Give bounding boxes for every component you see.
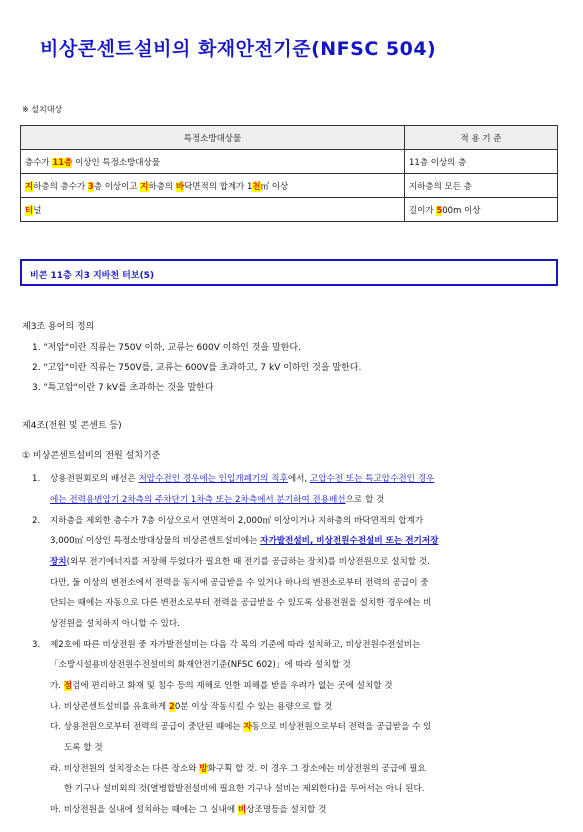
table-cell-criteria: 길이가 500m 이상 — [405, 198, 558, 222]
install-target-note: ※ 설치대상 — [22, 105, 63, 114]
definition-item: 1. "저압"이란 직류는 750V 이하, 교류는 600V 이하인 것을 말한다. — [32, 343, 301, 353]
paragraph-2-line: 단되는 때에는 자동으로 다른 변전소로부터 전력을 공급받을 수 있도록 상용전원을 설치한 경우에는 비 — [50, 598, 432, 608]
paragraph-number: 2. — [32, 516, 41, 526]
paragraph-number: 1. — [32, 474, 41, 484]
article4-heading: 제4조(전원 및 콘센트 등) — [22, 421, 122, 431]
paragraph-2-line: 다만, 둘 이상의 변전소에서 전력을 동시에 공급받을 수 있거나 하나의 변전소로부터 전력의 공급이 중 — [50, 578, 429, 588]
article3-heading: 제3조 용어의 정의 — [22, 322, 95, 332]
sub-item-da: 다. 상용전원으로부터 전력의 공급이 중단된 때에는 자동으로 비상전원으로부터 전력을 공급받을 수 있 — [50, 722, 432, 732]
paragraph-2-line: 3,000㎡ 이상인 특정소방대상물의 비상콘센트설비에는 자가발전설비, 비상전원수전설비 또는 전기저장 — [50, 536, 439, 546]
table-header: 적 용 기 준 — [405, 126, 558, 150]
sub-item-na: 나. 비상콘센트설비를 유효하게 20분 이상 작동시킬 수 있는 용량으로 할 것 — [50, 702, 333, 712]
install-target-table — [20, 125, 558, 222]
definition-item: 3. "특고압"이란 7 kV를 초과하는 것을 말한다 — [32, 383, 214, 393]
page-title: 비상콘센트설비의 화재안전기준(NFSC 504) — [40, 38, 437, 60]
paragraph-3-line: 제2호에 따른 비상전원 중 자가발전설비는 다음 각 목의 기준에 따라 설치하고, 비상전원수전설비는 — [50, 640, 421, 650]
paragraph-1: 상용전원회로의 배선은 저압수전인 경우에는 인입개폐기의 직후에서, 고압수전 또는 특고압수전인 경우 — [50, 474, 435, 484]
table-cell-target: 터널 — [21, 198, 405, 222]
table-row — [21, 150, 558, 174]
sub-item-ma: 마. 비상전원을 실내에 설치하는 때에는 그 실내에 비상조명등을 설치할 것 — [50, 805, 327, 815]
table-cell-criteria: 11층 이상의 층 — [405, 150, 558, 174]
paragraph-2-line: 지하층을 제외한 층수가 7층 이상으로서 연면적이 2,000㎡ 이상이거나 지하층의 바닥면적의 합계가 — [50, 516, 424, 526]
paragraph-number: 3. — [32, 640, 41, 650]
table-cell-criteria: 지하층의 모든 층 — [405, 174, 558, 198]
paragraph-2-line: 장치(외부 전기에너지를 저장해 두었다가 필요한 때 전기를 공급하는 장치)를 비상전원으로 설치할 것. — [50, 557, 430, 567]
table-cell-target: 층수가 11층 이상인 특정소방대상물 — [21, 150, 405, 174]
sub-item-ra: 라. 비상전원의 설치장소는 다른 장소와 방화구획 할 것. 이 경우 그 장소에는 비상전원의 공급에 필요 — [50, 764, 426, 774]
mnemonic-box: 비콘 11층 지3 지바천 터보(5) — [20, 259, 558, 286]
table-row — [21, 174, 558, 198]
table-header-row — [21, 126, 558, 150]
table-header: 특정소방대상물 — [21, 126, 405, 150]
paragraph-1-cont: 에는 전력용변압기 2차측의 주차단기 1차측 또는 2차측에서 분기하여 전용배선으로 할 것 — [50, 495, 385, 505]
definition-item: 2. "고압"이란 직류는 750V를, 교류는 600V를 초과하고, 7 kV 이하인 것을 말한다. — [32, 363, 362, 373]
sub-item-da-cont: 도록 할 것 — [64, 743, 103, 753]
paragraph-2-line: 상전원을 설치하지 아니할 수 있다. — [50, 619, 180, 629]
sub-item-ga: 가. 점검에 편리하고 화재 및 침수 등의 재해로 인한 피해를 받을 우려가 없는 곳에 설치할 것 — [50, 681, 393, 691]
paragraph-3-line: 「소방시설용비상전원수전설비의 화재안전기준(NFSC 602)」에 따라 설치할 것 — [50, 660, 351, 670]
sub-item-ra-cont: 한 기구나 설비외의 것(열병합발전설비에 필요한 기구나 설비는 제외한다)을 두어서는 아니 된다. — [64, 784, 425, 794]
article4-subheading: ① 비상콘센트설비의 전원 설치기준 — [22, 451, 161, 461]
table-row — [21, 198, 558, 222]
table-cell-target: 지하층의 층수가 3층 이상이고 지하층의 바닥면적의 합계가 1천㎡ 이상 — [21, 174, 405, 198]
